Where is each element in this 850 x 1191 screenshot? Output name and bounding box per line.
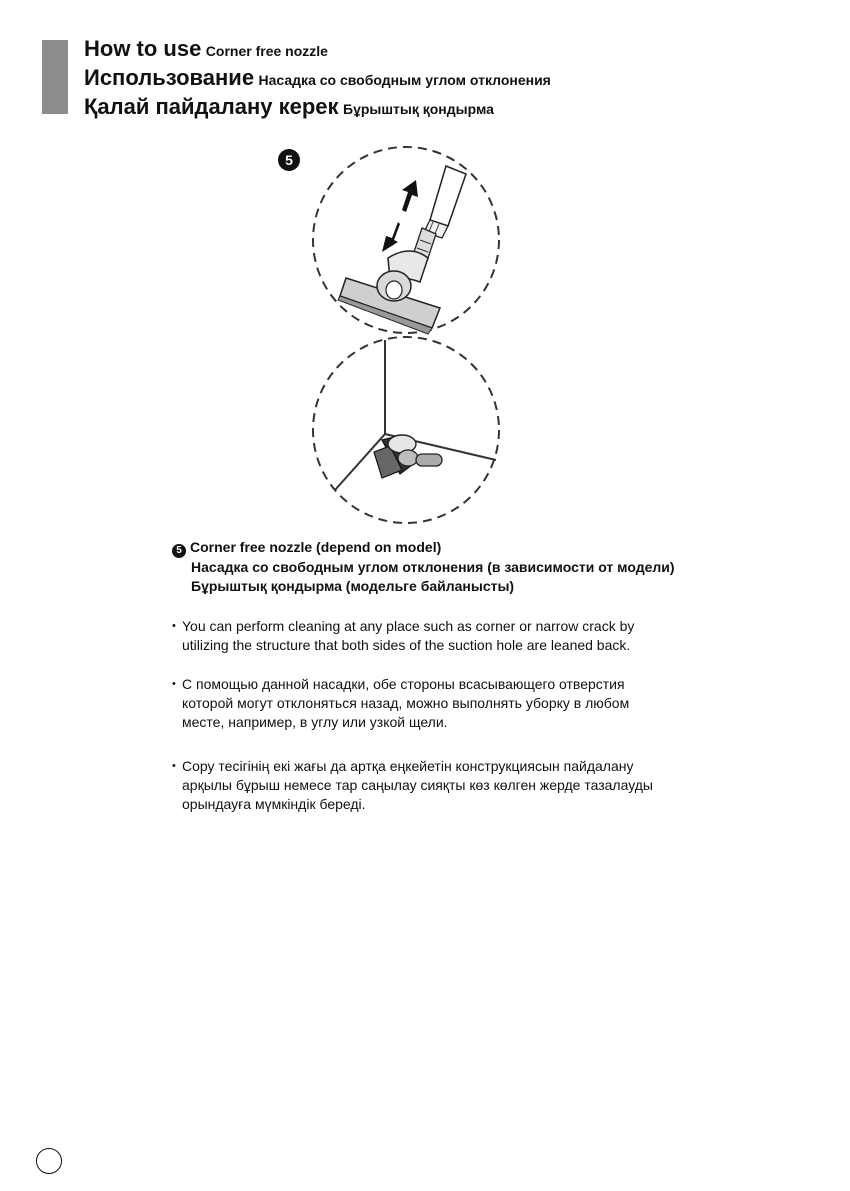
arrow-up-icon — [402, 180, 418, 212]
caption-text-en: Corner free nozzle (depend on model) — [190, 539, 442, 555]
heading-subtitle-kk: Бұрыштық қондырма — [343, 101, 494, 117]
bullet-en-line: • You can perform cleaning at any place such as corner or narrow crack by — [172, 617, 732, 636]
bullet-en-line: utilizing the structure that both sides of the suction hole are leaned back. — [182, 637, 631, 653]
heading-row-kk — [84, 94, 551, 123]
section-tab-bar — [42, 40, 68, 114]
bullet-kk-line: • Сору тесігінің екі жағы да артқа еңкейетін конструкциясын пайдалану — [172, 757, 732, 776]
bullet-ru-line: • С помощью данной насадки, обе стороны всасывающего отверстия — [172, 675, 732, 694]
heading-title-en: How to use — [84, 36, 202, 61]
step-badge — [278, 149, 300, 171]
caption-line-kk: Бұрыштық қондырма (модельге байланысты) — [191, 578, 515, 594]
figure-caption — [172, 538, 675, 596]
bullet-kk-line: арқылы бұрыш немесе тар саңылау сияқты көз көлген жерде тазалауды — [182, 777, 653, 793]
heading-title-ru: Использование — [84, 65, 255, 90]
page-heading — [84, 36, 551, 123]
caption-badge: 5 — [172, 544, 186, 558]
heading-row-ru — [84, 65, 551, 94]
bullet-ru-line: которой могут отклоняться назад, можно выполнять уборку в любом — [182, 695, 630, 711]
bullet-kk — [172, 757, 732, 814]
bullet-ru-line: месте, например, в углу или узкой щели. — [182, 714, 448, 730]
heading-row-en — [84, 36, 551, 65]
nozzle-attach-illustration — [313, 147, 499, 334]
corner-cleaning-illustration — [313, 337, 499, 523]
arrow-down-icon — [382, 222, 400, 252]
heading-title-kk: Қалай пайдалану керек — [84, 94, 339, 119]
step-badge-number: 5 — [285, 152, 293, 168]
nozzle-figure — [270, 140, 520, 540]
bullet-en — [172, 617, 732, 655]
bullet-ru — [172, 675, 732, 732]
bullet-kk-line: орындауға мүмкіндік береді. — [182, 796, 366, 812]
page-number-circle — [36, 1148, 62, 1174]
caption-line-en — [172, 538, 675, 558]
caption-line-ru: Насадка со свободным углом отклонения (в зависимости от модели) — [191, 559, 675, 575]
heading-subtitle-ru: Насадка со свободным углом отклонения — [258, 72, 551, 88]
heading-subtitle-en: Corner free nozzle — [205, 43, 328, 59]
